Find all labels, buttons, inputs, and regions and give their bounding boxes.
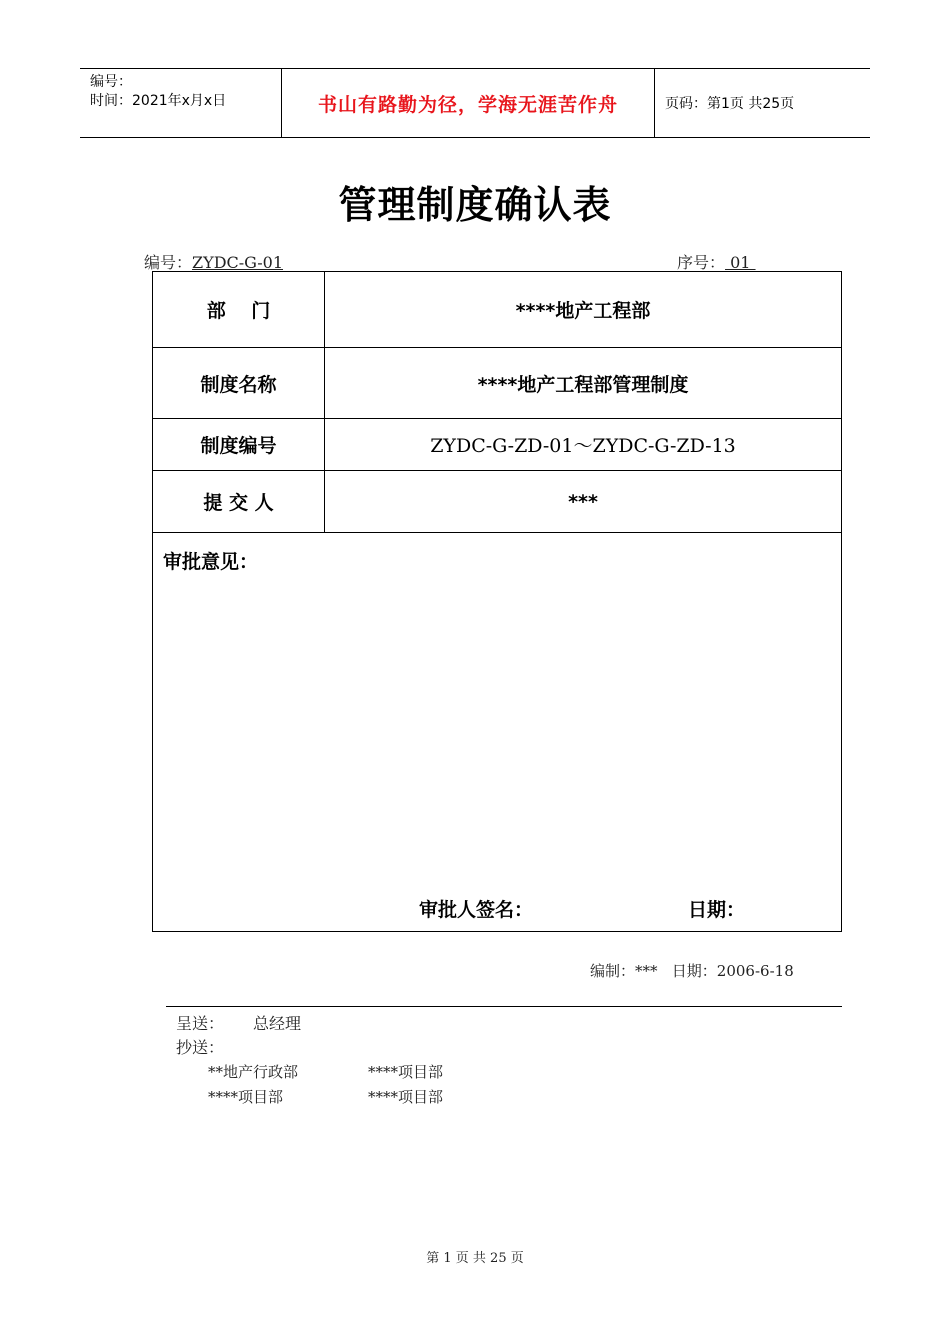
form-seq-label: 序号：	[677, 253, 726, 272]
form-code-value: ZYDC-G-01	[192, 253, 284, 272]
send-to-value: 总经理	[253, 1014, 302, 1033]
document-title: 管理制度确认表	[338, 182, 612, 227]
approval-cell[interactable]	[153, 533, 842, 932]
form-value-submitter[interactable]: ***	[325, 471, 842, 533]
cc-item: ****项目部	[208, 1088, 284, 1106]
form-seq-value: 01	[725, 253, 756, 272]
form-row	[153, 419, 842, 471]
header-page-info: 页码：第1页 共25页	[665, 96, 795, 112]
page-header	[80, 68, 870, 138]
header-time-label: 时间：2021年x月x日	[90, 93, 227, 109]
form-value-department[interactable]: ****地产工程部	[325, 272, 842, 348]
form-code	[144, 250, 283, 273]
cc-item: **地产行政部	[208, 1063, 299, 1081]
divider	[166, 1006, 842, 1007]
header-divider	[654, 69, 655, 137]
form-value-policy-code[interactable]: ZYDC-G-ZD-01～ZYDC-G-ZD-13	[325, 419, 842, 471]
cc-item: ****项目部	[368, 1063, 444, 1081]
form-row	[153, 272, 842, 348]
send-to-label: 呈送：	[176, 1014, 225, 1033]
page-footer: 第 1 页 共 25 页	[426, 1251, 524, 1266]
form-code-label: 编号：	[144, 253, 193, 272]
cc-item: ****项目部	[368, 1088, 444, 1106]
cc-label: 抄送：	[176, 1038, 225, 1057]
approval-label: 审批意见：	[163, 551, 259, 573]
form-key-department: 部 门	[153, 272, 325, 348]
form-key-submitter: 提 交 人	[153, 471, 325, 533]
form-key-policy-name: 制度名称	[153, 348, 325, 419]
header-motto: 书山有路勤为径，学海无涯苦作舟	[317, 93, 618, 116]
confirmation-form	[152, 271, 842, 932]
form-row	[153, 348, 842, 419]
form-row-approval	[153, 533, 842, 932]
form-value-policy-name[interactable]: ****地产工程部管理制度	[325, 348, 842, 419]
form-key-policy-code: 制度编号	[153, 419, 325, 471]
approval-date-label: 日期：	[688, 899, 746, 921]
edit-line: 编制：*** 日期：2006-6-18	[590, 962, 794, 980]
header-code-label: 编号：	[90, 74, 132, 90]
signer-label: 审批人签名：	[419, 899, 534, 921]
form-seq	[677, 250, 756, 273]
header-left	[90, 73, 226, 111]
form-row	[153, 471, 842, 533]
